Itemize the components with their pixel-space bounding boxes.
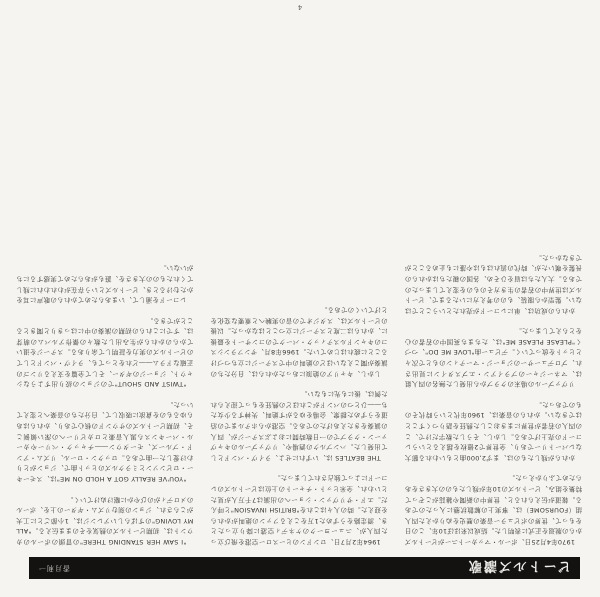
paragraph: 1964年2月7日、ロンドンのヒースロー空港を飛び立った四人が、ニューヨークのケネディ空港に降り立ったとき、滑走路をうずめた1万をこえるファンの絶叫がかれらを迎えた。時の人々はこれを"BRITISH INVASION"と呼んだ。エド・サリヴァン・ショーへの出演は7千万人が見たといわれ、全米ヒット・チャートの上位はビートルズのレコードによって独占されてしまった。: [210, 474, 388, 546]
page-title: ビートルズ讃歌: [466, 558, 571, 574]
paragraph: "TWIST AND SHOUT"でのジョンの絞り出すようなシャウト、ジョージのギター、そして全篇を支えるリンゴの正確なドラム――どれをとっても、ライヴ・バンドとしてのビートルズの実力を証明して余りある。ステージを退いてからのかれらが生み出した数々の傑作アルバムの萌芽は、すでにこれらの初期の演奏の中にはっきりと聞きとることができる。: [16, 316, 194, 389]
paragraph: レコードを通して、いまあらためてかれらの歌声に耳をかたむけるとき、ビートルズという存在がわれわれに残してくれたものの大きさを、誰もがあらためて実感するにちがいない。: [16, 264, 194, 305]
paragraph: "I SAW HER STANDING THERE"の冒頭のポールのカウントは、初期ビートルズの熱気をそのまま伝える。"ALL MY LOVING"のすばらしいアレンジは、1小節ごとに工夫がこらされ、ジョンの刻むリズム・ギターの上を、ポールのメロディがのびやかに駆けぬけていく。: [16, 495, 194, 546]
paragraph: THE BEATLES は、いずれにせよ、ライヴ・バンドとして出発した。ハンブルクの酒場や、リヴァプールのキャヴァーン・クラブでの一日数時間におよぶステージが、四人の演奏をきたえあげたのである。空港からホテルまでの沿道をうずめた群衆、会場をゆるがす絶叫、失神する少女たち――ひとつのバンドがこれほどの熱狂をもって迎えられた例は、後にも先にもない。: [210, 390, 388, 462]
paragraph: かれらが残したものは、まず2,000曲ともいわれる膨大なレパートリーであり、全世界で2億枚を越えるというレコードの売上げである。しかし、そうした数字だけで、この四人の若者が世界にまきおこした熱狂を語りつくすことはできない。かれらの音楽は、1960年代という時代そのものであった。: [404, 400, 582, 462]
page-number: 4: [297, 3, 303, 11]
paragraph: "YOU'VE REALLY GOT A HOLD ON ME"は、スモーキー・ロビンソンとミラクルズのヒット曲で、ジョンがとりわけ愛した一曲である。ロックン・ロール、リズム・アンド・ブルーズ、モータウン――チャック・ベリーやカール・パーキンスら黒人音楽とロカビリーへの深い傾倒こそ、初期ビートルズのサウンドの核心であり、かれらはあらゆるものを貪欲に吸収して、自分たちの音楽へと変えていった。: [16, 400, 194, 484]
paragraph: しかし、キャリアの絶頂にあったかれらは、自分たちの演奏が聞こえないほどの絶叫の中でステージに立ちつづけることに疲れはじめていた。1966年8月、サンフランシスコのキャンドルスティック・パークでのコンサートを最後に、かれらは二度とステージに立つことはなかった。以後のビートルズは、スタジオでの音の実験へと重要な変化をとげていくのである。: [210, 306, 388, 378]
paragraph: かれらの成功は、単にレコードが売れたということではない。髪型から服装、ものの考え方にいたるまで、ビートルズは世界中の若者の生き方そのものを変えてしまったのである。大人たちは眉をひそめ、各国の親たちはかれらの長髪を嘆いたが、時代の流れはもはや誰にも止めることができなかった。: [404, 253, 582, 315]
text-column-1: [405, 19, 582, 547]
paragraph: リヴァプールの場末のクラブから出発した無名の四人組は、マネージャーのブライアン・エプスタインに見出され、プロデューサーのジョージ・マーティンのもとで次々とヒットを放っていく。デビュー曲"LOVE ME DO"、つづく"PLEASE PLEASE ME"は、たちまち英国中の若者の心をとらえてしまった。: [404, 327, 582, 389]
author-credit: 香月利一: [38, 564, 70, 572]
article-body: [16, 19, 582, 547]
text-column-2: [210, 19, 387, 547]
text-column-3: [16, 19, 193, 547]
paragraph: 1970年4月25日、ポール・マッカートニーがビートルズからの脱退を正式に表明した。結成以来ほぼ10年、この日をもって、世界のポピュラー音楽の歴史をぬりかえた四人組（FOURSOME）は、事実上の解散状態に入ったのである。報道が伝えられると、世界中の新聞や雑誌がこぞって特集を組み、ビートルズの10年が残したものの大きさをあらためてふりかえった。: [404, 474, 582, 546]
title-bar: [29, 557, 580, 579]
